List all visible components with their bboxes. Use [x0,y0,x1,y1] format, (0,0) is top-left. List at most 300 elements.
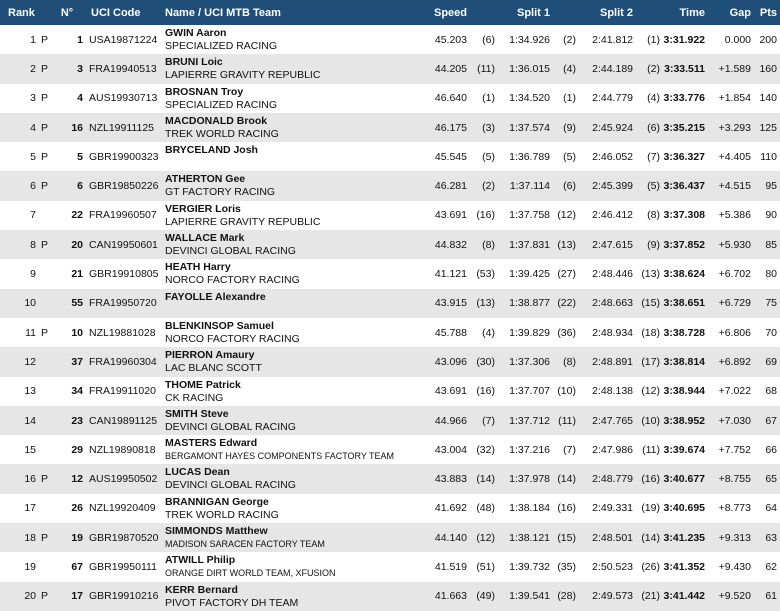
rank: 14 [24,414,36,427]
split1-time: 1:37.114 [509,180,550,193]
rider-name: ATHERTON Gee [165,173,246,186]
header-speed: Speed [433,6,467,19]
rank-cell [0,347,51,376]
split2-time: 2:44.779 [592,92,633,105]
points: 90 [765,209,777,222]
finish-time: 3:40.695 [663,502,705,515]
split1-time: 1:37.306 [509,355,550,368]
gap: +5.386 [718,209,751,222]
points: 140 [759,92,777,105]
split1-rank: (5) [563,150,576,163]
result-row [0,289,780,318]
team-name: BERGAMONT HAYES COMPONENTS FACTORY TEAM [165,451,395,462]
name-team-cell [165,201,405,230]
speed: 41.692 [434,502,467,515]
finish-time: 3:35.215 [663,121,705,134]
rank-cell [0,142,51,171]
points: 67 [765,414,777,427]
speed-rank: (4) [482,326,495,339]
split2-time: 2:47.765 [592,414,633,427]
rider-name: BRUNI Loic [165,56,223,69]
split2-time: 2:47.615 [592,238,633,251]
name-team-cell [165,259,405,288]
split2-time: 2:49.331 [592,502,633,515]
speed-rank: (53) [476,268,495,281]
split2-time: 2:48.501 [592,531,633,544]
gap: +4.515 [718,180,751,193]
uci-code: FRA19911020 [89,385,156,398]
gap: +7.030 [718,414,751,427]
speed: 44.140 [434,531,467,544]
split1-time: 1:36.789 [509,150,550,163]
finish-time: 3:36.437 [663,180,705,193]
team-name: PIVOT FACTORY DH TEAM [165,596,299,609]
bib-number: 12 [71,473,83,486]
rank: 18 [24,531,36,544]
uci-code: NZL19920409 [89,502,156,515]
rank-cell [0,201,51,230]
gap: +7.752 [718,443,751,456]
speed: 45.545 [434,150,467,163]
bib-number: 23 [71,414,83,427]
name-team-cell [165,377,405,406]
uci-code: AUS19950502 [89,473,158,486]
p-flag: P [40,326,48,339]
bib-number: 37 [71,355,83,368]
name-team-cell [165,142,405,171]
split2-rank: (19) [641,502,660,515]
finish-time: 3:36.327 [663,150,705,163]
name-team-cell [165,523,405,552]
rank: 16 [24,473,36,486]
result-row [0,435,780,464]
gap: +6.892 [718,355,751,368]
rider-name: SIMMONDS Matthew [165,525,268,538]
result-row [0,582,780,611]
split1-rank: (8) [563,355,576,368]
split2-time: 2:48.446 [592,268,633,281]
split1-time: 1:37.758 [509,209,550,222]
rider-name: LUCAS Dean [165,466,230,479]
split2-rank: (12) [641,385,660,398]
speed-rank: (12) [476,531,495,544]
finish-time: 3:40.677 [663,473,705,486]
split1-rank: (16) [557,502,576,515]
p-flag: P [40,473,48,486]
gap: +8.755 [718,473,751,486]
rider-name: HEATH Harry [165,261,231,274]
bib-number: 19 [71,531,83,544]
split2-rank: (16) [641,473,660,486]
finish-time: 3:38.944 [663,385,705,398]
team-name: NORCO FACTORY RACING [165,274,300,287]
gap: 0.000 [724,33,751,46]
gap: +9.313 [718,531,751,544]
points: 200 [759,33,777,46]
speed-rank: (13) [476,297,495,310]
rider-name: MASTERS Edward [165,437,258,450]
finish-time: 3:37.852 [663,238,705,251]
rank-cell [0,230,51,259]
finish-time: 3:38.814 [663,355,705,368]
p-flag: P [40,92,48,105]
split2-time: 2:48.779 [592,473,633,486]
rank: 2 [30,62,36,75]
speed-rank: (5) [482,150,495,163]
uci-code: NZL19890818 [89,443,156,456]
team-name: DEVINCI GLOBAL RACING [165,245,296,258]
result-row [0,494,780,523]
bib-number: 67 [71,560,83,573]
rider-name: MACDONALD Brook [165,114,268,127]
split1-rank: (2) [563,33,576,46]
team-name: LAC BLANC SCOTT [165,362,262,375]
split1-rank: (10) [557,385,576,398]
split1-time: 1:38.877 [509,297,550,310]
split2-time: 2:48.138 [592,385,633,398]
split2-rank: (21) [641,590,660,603]
rank: 10 [24,297,36,310]
split2-time: 2:50.523 [592,560,633,573]
bib-number: 1 [77,33,83,46]
bib-number: 55 [71,297,83,310]
rank-cell [0,289,51,318]
uci-code: CAN19950601 [89,238,158,251]
uci-code: AUS19930713 [89,92,158,105]
points: 65 [765,473,777,486]
team-name: DEVINCI GLOBAL RACING [165,479,296,492]
team-name: DEVINCI GLOBAL RACING [165,420,296,433]
split2-time: 2:45.399 [592,180,633,193]
gap: +6.806 [718,326,751,339]
result-row [0,259,780,288]
rank-cell [0,113,51,142]
bib-number: 34 [71,385,83,398]
team-name: NORCO FACTORY RACING [165,332,300,345]
rider-name: PIERRON Amaury [165,349,255,362]
rank-cell [0,552,51,581]
split1-time: 1:36.015 [509,62,550,75]
gap: +8.773 [718,502,751,515]
p-flag: P [40,590,48,603]
split2-time: 2:46.412 [592,209,633,222]
header-row [0,0,780,25]
rider-name: KERR Bernard [165,583,238,596]
team-name: MADISON SARACEN FACTORY TEAM [165,539,325,550]
header-gap: Gap [729,6,751,19]
name-team-cell [165,289,405,318]
header-number: N° [60,6,74,19]
result-row [0,523,780,552]
rank-cell [0,523,51,552]
team-name: LAPIERRE GRAVITY REPUBLIC [165,69,321,82]
split1-rank: (12) [557,209,576,222]
name-team-cell [165,54,405,83]
name-team-cell [165,494,405,523]
points: 66 [765,443,777,456]
split1-rank: (15) [557,531,576,544]
result-row [0,552,780,581]
gap: +3.293 [718,121,751,134]
speed: 43.915 [434,297,467,310]
points: 70 [765,326,777,339]
split2-rank: (4) [647,92,660,105]
split1-time: 1:37.707 [509,385,550,398]
result-row [0,84,780,113]
p-flag: P [40,62,48,75]
split2-rank: (11) [642,443,660,456]
split1-rank: (9) [563,121,576,134]
split2-rank: (5) [647,180,660,193]
split2-rank: (9) [647,238,660,251]
rank-cell [0,494,51,523]
gap: +1.854 [718,92,751,105]
split1-rank: (7) [563,443,576,456]
team-name: SPECIALIZED RACING [165,40,278,52]
p-flag: P [40,531,48,544]
uci-code: FRA19960507 [89,209,157,222]
uci-code: GBR19900323 [89,150,159,163]
finish-time: 3:31.922 [663,33,705,46]
header-points: Pts [759,6,777,19]
speed-rank: (51) [476,560,495,573]
split2-rank: (14) [641,531,660,544]
finish-time: 3:41.235 [663,531,705,544]
rank-cell [0,25,51,54]
uci-code: CAN19891125 [89,414,158,427]
team-name: SPECIALIZED RACING [165,98,278,111]
result-row [0,464,780,493]
rank-cell [0,406,51,435]
bib-number: 17 [71,590,83,603]
bib-number: 16 [71,121,83,134]
speed: 43.691 [434,209,467,222]
rank-cell [0,582,51,611]
points: 85 [765,238,777,251]
rider-name: WALLACE Mark [165,232,245,245]
finish-time: 3:38.624 [663,268,705,281]
rider-name: ATWILL Philip [165,554,236,567]
finish-time: 3:38.651 [663,297,705,310]
rank: 3 [30,92,36,105]
speed-rank: (6) [482,33,495,46]
rank-cell [0,259,51,288]
split1-rank: (14) [557,473,576,486]
gap: +1.589 [718,62,751,75]
team-name: TREK WORLD RACING [165,127,279,140]
name-team-cell [165,84,405,113]
rider-name: THOME Patrick [165,378,241,391]
result-row [0,54,780,83]
name-team-cell [165,464,405,493]
speed: 43.691 [434,385,467,398]
split1-rank: (22) [557,297,576,310]
name-team-cell [165,435,405,464]
speed-rank: (32) [476,443,495,456]
finish-time: 3:41.352 [663,560,705,573]
split2-rank: (7) [647,150,660,163]
split2-time: 2:47.986 [592,443,633,456]
rank-cell [0,171,51,200]
split1-time: 1:37.216 [509,443,550,456]
split2-time: 2:49.573 [592,590,633,603]
rank: 1 [30,33,36,46]
split1-time: 1:34.520 [509,92,550,105]
points: 80 [765,268,777,281]
speed-rank: (1) [482,92,495,105]
points: 63 [765,531,777,544]
split1-rank: (11) [558,414,576,427]
points: 62 [765,560,777,573]
bib-number: 20 [71,238,83,251]
rank-cell [0,84,51,113]
rank-cell [0,435,51,464]
split2-rank: (26) [641,560,660,573]
speed-rank: (16) [476,209,495,222]
result-row [0,171,780,200]
finish-time: 3:33.776 [663,92,705,105]
rider-name: VERGIER Loris [165,202,241,215]
name-team-cell [165,25,405,54]
speed-rank: (2) [482,180,495,193]
bib-number: 4 [77,92,83,105]
split1-rank: (13) [557,238,576,251]
rank-cell [0,464,51,493]
rank: 7 [30,209,36,222]
split2-rank: (18) [641,326,660,339]
speed: 43.004 [434,443,467,456]
header-split2: Split 2 [599,6,633,19]
rank-cell [0,318,51,347]
split2-time: 2:46.052 [592,150,633,163]
gap: +4.405 [718,150,751,163]
split2-rank: (15) [641,297,660,310]
p-flag: P [40,121,48,134]
rank: 8 [30,238,36,251]
result-row [0,113,780,142]
speed: 44.832 [434,238,467,251]
uci-code: GBR19870520 [89,531,159,544]
rank: 19 [24,560,36,573]
bib-number: 21 [71,268,83,281]
finish-time: 3:33.511 [664,62,705,75]
p-flag: P [40,180,48,193]
uci-code: GBR19850226 [89,180,159,193]
points: 110 [760,150,777,163]
p-flag: P [40,150,48,163]
rider-name: BROSNAN Troy [165,85,244,98]
header-time: Time [679,6,705,19]
name-team-cell [165,582,405,611]
bib-number: 10 [71,326,83,339]
speed: 43.883 [434,473,467,486]
uci-code: NZL19911125 [89,121,154,134]
name-team-cell [165,230,405,259]
name-team-cell [165,113,405,142]
team-name: CK RACING [165,391,224,404]
rank: 4 [30,121,36,134]
uci-code: FRA19960304 [89,355,157,368]
bib-number: 26 [71,502,83,515]
result-row [0,318,780,347]
rider-name: SMITH Steve [165,407,229,420]
split2-rank: (8) [647,209,660,222]
split2-time: 2:48.663 [592,297,633,310]
speed: 44.205 [434,62,467,75]
header-rank: Rank [8,6,35,19]
split1-rank: (1) [563,92,576,105]
name-team-cell [165,318,405,347]
rank-cell [0,54,51,83]
team-name: LAPIERRE GRAVITY REPUBLIC [165,215,321,228]
finish-time: 3:41.442 [663,590,705,603]
points: 61 [765,590,777,603]
speed-rank: (14) [476,473,495,486]
split1-time: 1:37.831 [509,238,550,251]
speed: 43.096 [434,355,467,368]
team-name: ORANGE DIRT WORLD TEAM, XFUSION [165,568,336,579]
points: 68 [765,385,777,398]
uci-code: USA19871224 [89,33,158,46]
bib-number: 3 [77,62,83,75]
name-team-cell [165,552,405,581]
split1-time: 1:38.184 [509,502,550,515]
split2-rank: (1) [647,33,660,46]
gap: +5.930 [718,238,751,251]
split2-rank: (13) [641,268,660,281]
bib-number: 6 [77,180,83,193]
split1-time: 1:37.978 [509,473,550,486]
uci-code: GBR19950111 [89,560,157,573]
speed: 46.281 [434,180,467,193]
uci-code: GBR19910805 [89,268,159,281]
uci-code: NZL19881028 [89,326,156,339]
rank: 5 [30,150,36,163]
split1-rank: (6) [563,180,576,193]
speed-rank: (7) [482,414,495,427]
rank: 9 [30,268,36,281]
finish-time: 3:38.728 [663,326,705,339]
header-name-team: Name / UCI MTB Team [165,6,281,19]
p-flag: P [40,33,48,46]
team-name: TREK WORLD RACING [165,508,279,521]
rider-name: BLENKINSOP Samuel [165,319,274,332]
bib-number: 5 [77,150,83,163]
split2-rank: (17) [641,355,660,368]
split1-time: 1:34.926 [509,33,550,46]
rank: 20 [24,590,36,603]
split1-rank: (27) [557,268,576,281]
gap: +9.520 [718,590,751,603]
rank: 13 [24,385,36,398]
split1-time: 1:37.712 [509,414,550,427]
header-uci-code: UCI Code [91,6,141,19]
result-row [0,25,780,54]
bib-number: 29 [71,443,83,456]
header-split1: Split 1 [516,6,550,19]
rank: 11 [25,326,36,339]
split2-time: 2:41.812 [592,33,633,46]
split2-time: 2:44.189 [592,62,633,75]
rank: 17 [24,502,36,515]
uci-code: FRA19940513 [89,62,157,75]
uci-code: GBR19910216 [89,590,159,603]
split1-rank: (28) [557,590,576,603]
uci-code: FRA19950720 [89,297,157,310]
rank: 6 [30,180,36,193]
rider-name: BRYCELAND Josh [165,144,258,157]
finish-time: 3:38.952 [663,414,705,427]
